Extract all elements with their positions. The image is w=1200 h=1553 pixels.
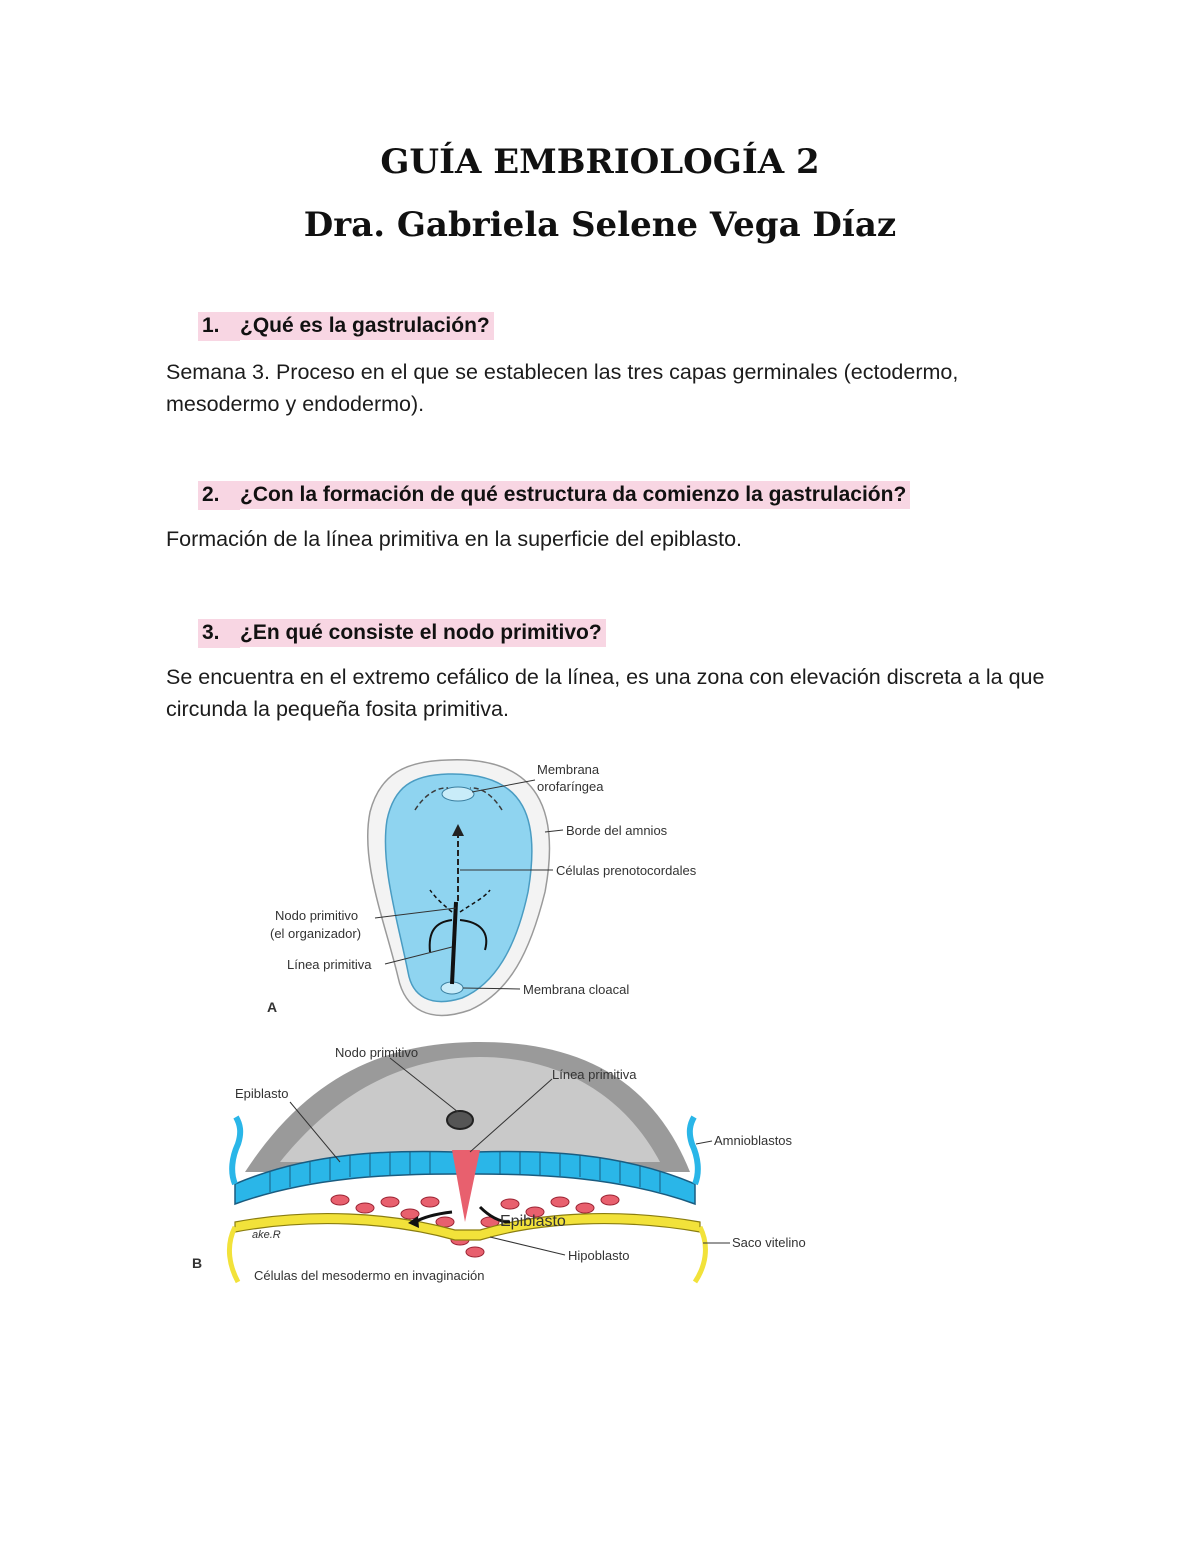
question-3 [198, 619, 606, 648]
label-membrana: Membrana [537, 762, 600, 777]
answer-1: Semana 3. Proceso en el que se establecen las tres capas germinales (ectodermo, mesodermo y endodermo). [166, 360, 959, 416]
label-epiblasto-inner: Epiblasto [500, 1213, 566, 1230]
label-prenotocordales: Células prenotocordales [556, 863, 697, 878]
label-mesodermo: Células del mesodermo en invaginación [254, 1268, 485, 1283]
label-epiblasto: Epiblasto [235, 1086, 289, 1101]
label-nodo-primitivo-b: Nodo primitivo [335, 1045, 419, 1060]
amnioblast-right [690, 1117, 698, 1184]
question-2 [198, 481, 910, 510]
question-number: 3. [198, 619, 240, 648]
answer-2: Formación de la línea primitiva en la superficie del epiblasto. [166, 527, 743, 551]
document-author: Dra. Gabriela Selene Vega Díaz [303, 205, 897, 245]
hypoblast-yolk-layer [235, 1214, 700, 1240]
amnioblast-left [232, 1117, 240, 1184]
answer-3: Se encuentra en el extremo cefálico de la línea, es una zona con elevación discreta a la que circunda la pequeña fosita primitiva. [166, 665, 1045, 721]
panel-b-letter: B [192, 1255, 203, 1271]
artist-signature: ake.R [252, 1229, 281, 1241]
yolk-sac-right [695, 1227, 705, 1282]
question-1 [198, 312, 494, 341]
gastrulation-figure [190, 752, 815, 1297]
label-linea-primitiva-b: Línea primitiva [552, 1067, 637, 1082]
yolk-sac-left [229, 1227, 238, 1282]
question-number: 1. [198, 312, 240, 341]
question-number: 2. [198, 481, 240, 510]
question-text: ¿Qué es la gastrulación? [240, 312, 494, 340]
primitive-streak-groove [452, 1150, 480, 1222]
oropharyngeal-membrane [442, 787, 474, 801]
label-amnioblastos: Amnioblastos [714, 1133, 793, 1148]
document-title: GUÍA EMBRIOLOGÍA 2 [380, 142, 820, 182]
label-hipoblasto: Hipoblasto [568, 1248, 630, 1263]
question-text: ¿Con la formación de qué estructura da comienzo la gastrulación? [240, 481, 910, 509]
label-linea-primitiva: Línea primitiva [287, 957, 372, 972]
label-saco-vitelino: Saco vitelino [732, 1235, 806, 1250]
label-nodo-primitivo: Nodo primitivo [275, 908, 359, 923]
label-borde-amnios: Borde del amnios [566, 823, 668, 838]
panel-a-letter: A [267, 999, 278, 1015]
label-orofaringea: orofaríngea [537, 779, 604, 794]
label-membrana-cloacal: Membrana cloacal [523, 982, 630, 997]
label-organizador: (el organizador) [270, 926, 362, 941]
panel-a-diagram [368, 760, 550, 1016]
primitive-node [447, 1111, 473, 1129]
question-text: ¿En qué consiste el nodo primitivo? [240, 619, 606, 647]
